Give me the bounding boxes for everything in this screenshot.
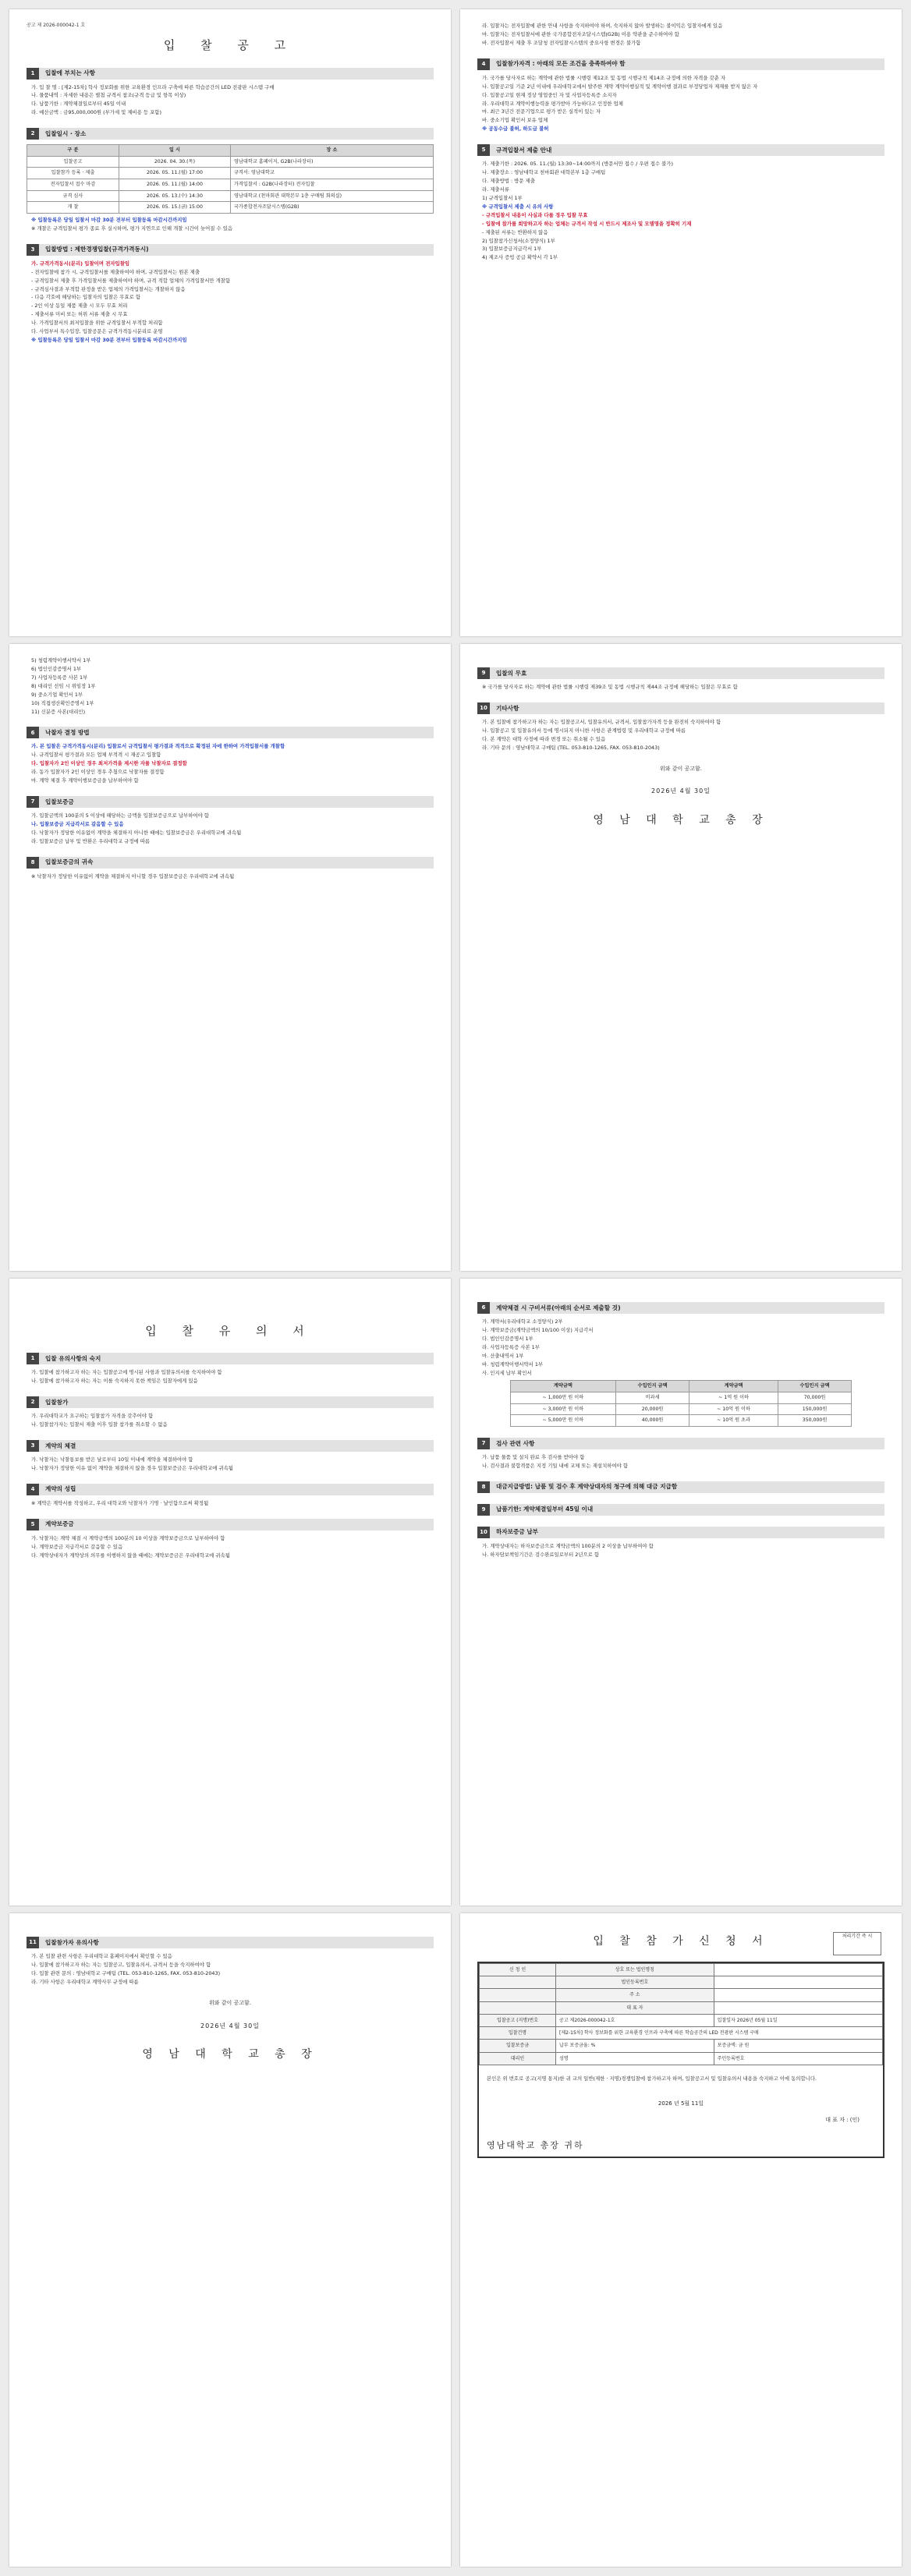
company-name-field[interactable] (714, 1963, 882, 1976)
line: - 규격심사결과 부적합 판정을 받은 업체의 가격입찰서는 개찰하지 않음 (31, 285, 186, 292)
note: ※ 입찰등록은 당일 입찰서 마감 30분 전부터 입찰등록 마감시간까지임 (31, 216, 187, 223)
section-header: 6 계약체결 시 구비서류(아래의 순서로 제출할 것) (477, 1302, 884, 1314)
section-header: 10 기타사항 (477, 702, 884, 714)
note: ※ 규격입찰서 제출 시 유의 사항 (482, 203, 554, 210)
line: 나. 계약보증금 지급각서로 갈음할 수 있음 (31, 1543, 123, 1550)
form-row: 입찰공고 (지명)번호 공고 제2026-000042-1호 입찰일자 2026년 05월 11일 (480, 2014, 883, 2026)
section-header: 1 입찰 유의사항의 숙지 (27, 1353, 434, 1364)
form-row: 입찰건명 [제2-15차] 학사 정보화를 위한 교육환경 인프라 구축에 따른 학습공간의 LED 전광판 시스템 구매 (480, 2027, 883, 2040)
section-header: 7 입찰보증금 (27, 796, 434, 808)
table-row: 입찰참가 등록 · 제출 2026. 05. 11.(월) 17:00 규격서: 영남대학교 (27, 168, 434, 179)
closing-text: 위와 같이 공고함. (659, 765, 702, 772)
signature: 영 남 대 학 교 총 장 (142, 2047, 318, 2061)
application-form (477, 1962, 884, 2158)
line: 마. 산출내역서 1부 (482, 1352, 524, 1359)
line: 가. 계약서(우리대학교 소정양식) 2부 (482, 1318, 563, 1325)
line: 나. 낙찰자가 정당한 이유 없이 계약을 체결하지 않을 경우 입찰보증금은 우리대학교에 귀속됨 (31, 1464, 233, 1471)
representative-field[interactable] (714, 2001, 882, 2014)
section-header: 5 계약보증금 (27, 1519, 434, 1530)
line: 다. 법인인감증명서 1부 (482, 1335, 533, 1342)
announcement-page-3 (9, 644, 451, 1271)
line: 다. 낙찰자가 정당한 이유없이 계약을 체결하지 아니한 때에는 입찰보증금은 우리대학교에 귀속됨 (31, 829, 242, 836)
form-date: 2026 년 5월 11일 (658, 2100, 704, 2107)
section-header: 4 입찰참가자격 : 아래의 모든 조건을 충족하여야 함 (477, 58, 884, 70)
announcement-page-2 (460, 9, 902, 636)
closing-text: 위와 같이 공고함. (208, 1999, 251, 2006)
line: 가. 입찰금액의 100분의 5 이상에 해당하는 금액을 입찰보증금으로 납부하여야 함 (31, 812, 209, 819)
line: - 2인 이상 동일 제품 제출 시 모두 무효 처리 (31, 303, 128, 310)
table-row: 전자입찰서 접수 마감 2026. 05. 11.(월) 14:00 가격입찰서 : G2B(나라장터) 전자입찰 (27, 179, 434, 191)
page-title: 입 찰 유 의 서 (145, 1324, 315, 1338)
line: 가. 입찰에 참가하고자 하는 자는 입찰공고에 명시된 사항과 입찰유의서를 숙지하여야 함 (31, 1369, 222, 1376)
line: 다. 입찰 관련 문의 : 영남대학교 구매팀 (TEL. 053-810-1265, FAX. 053-810-2043) (31, 1969, 221, 1976)
line: 다. 제출방법 : 방문 제출 (482, 178, 535, 185)
table-row: ~ 1,000만 원 이하 비과세 ~ 1억 원 이하 70,000원 (510, 1392, 851, 1404)
line: 6) 법인인감증명서 1부 (31, 665, 82, 672)
section-header: 3 입찰방법 : 제한경쟁입찰(규격가격동시) (27, 244, 434, 256)
line: - 전자입찰에 참가 시, 규격입찰서를 제출하여야 하며, 규격입찰서는 원본 제출 (31, 268, 200, 275)
line: 7) 사업자등록증 사본 1부 (31, 674, 88, 681)
line: 가. 입 찰 명 : [제2-15차] 학사 정보화를 위한 교육환경 인프라 구축에 따른 학습공간의 LED 전광판 시스템 구매 (31, 83, 275, 90)
stamp-tax-table: 계약금액 수입인지 금액 계약금액 수입인지 금액 ~ 1,000만 원 이하 비과세 ~ 1억 원 이하 70,000원 ~ 3,000만 원 이하 20,000원 ~ 10억 원 이하 150,000원 ~ 5,000만 원 이하 40,000원 ~ 10억 원 초과 350,000원 (510, 1380, 852, 1426)
line: 나. 입찰보증금 지급각서로 갈음할 수 있음 (31, 820, 124, 827)
line: 나. 입찰공고 및 입찰유의서 등에 명시되지 아니한 사항은 관계법령 및 우리대학교 규정에 따름 (482, 727, 686, 734)
line: 다. 본 계약은 대학 사정에 따라 변경 또는 취소될 수 있음 (482, 735, 606, 742)
line: 라. 사업자등록증 사본 1부 (482, 1343, 540, 1350)
section-header: 2 입찰참가 (27, 1396, 434, 1408)
section-header: 9 입찰의 무효 (477, 667, 884, 679)
form-signature: 대 표 자 : (인) (825, 2117, 860, 2124)
line: - 다음 각호에 해당하는 입찰자의 입찰은 무효로 함 (31, 294, 140, 301)
section-header: 6 낙찰자 결정 방법 (27, 727, 434, 738)
line: 가. 제출기한 : 2026. 05. 11.(월) 13:30~14:00까지 (방문서만 접수 / 우편 접수 불가) (482, 161, 673, 168)
line: 나. 입찰에 참가하고자 하는 자는 이를 숙지하지 못한 책임은 입찰자에게 있음 (31, 1378, 198, 1385)
notes-page-3 (9, 1913, 451, 2567)
line: 마. 최근 3년간 전문기업으로 평가 받은 실적이 있는 자 (482, 108, 601, 115)
line: 가. 규격가격동시(분리) 입찰이며 전자입찰임 (31, 260, 130, 267)
section-header: 4 계약의 성립 (27, 1484, 434, 1495)
line: ※ 계약은 계약서를 작성하고, 우리 대학교와 낙찰자가 기명 · 날인함으로써 확정됨 (31, 1499, 209, 1506)
agent-name-field[interactable]: 성명 (556, 2052, 714, 2065)
line: 가. 계약상대자는 하자보증금으로 계약금액의 100분의 2 이상을 납부하여야 함 (482, 1542, 654, 1549)
form-row: 대 표 자 (480, 2001, 883, 2014)
line: 다. 입찰공고일 현재 정상 영업중인 자 및 사업자등록증 소지자 (482, 91, 617, 98)
table-row: ~ 3,000만 원 이하 20,000원 ~ 10억 원 이하 150,000원 (510, 1403, 851, 1415)
table-row: 입찰공고 2026. 04. 30.(목) 영남대학교 홈페이지, G2B(나라장터) (27, 156, 434, 168)
line: 가. 낙찰자는 낙찰통보를 받은 날로부터 10일 이내에 계약을 체결하여야 함 (31, 1456, 193, 1463)
line: - 규격입찰서 제출 후 가격입찰서를 제출하여야 하며, 규격 적합 업체의 가격입찰서만 개찰함 (31, 277, 231, 284)
line: 사. 인지세 납부 확인서 (482, 1369, 532, 1376)
line: 가. 우리대학교가 요구하는 입찰참가 자격을 갖추어야 함 (31, 1413, 154, 1420)
line: 가. 본 입찰에 참가하고자 하는 자는 입찰공고서, 입찰유의서, 규격서, 입찰참가자격 등을 완전히 숙지하여야 함 (482, 718, 721, 725)
line: 라. 예산금액 : 금95,000,000원 (부가세 및 제비용 등 포함) (31, 109, 161, 116)
agent-id-field[interactable]: 주민등록번호 (714, 2052, 882, 2065)
section-header: 10 하자보증금 납부 (477, 1527, 884, 1538)
line: 4) 제조사 증빙 공급 확약서 각 1부 (482, 254, 558, 261)
line: 마. 입찰자는 전자입찰서에 관한 국가종합전자조달시스템(G2B) 이용 약관을 준수하여야 함 (482, 30, 679, 37)
line: 마. 계약 체결 후 계약이행보증금을 납부하여야 함 (31, 777, 139, 784)
line: 라. 기타 사항은 우리대학교 계약사무 규정에 따름 (31, 1978, 139, 1985)
signature: 영 남 대 학 교 총 장 (593, 813, 769, 826)
line: 가. 납품 물품 및 설치 완료 후 검사를 받아야 함 (482, 1453, 585, 1460)
line: 라. 입찰자는 전자입찰에 관한 안내 사항을 숙지하여야 하며, 숙지하지 않아 발생하는 불이익은 입찰자에게 있음 (482, 23, 723, 29)
addressee: 영남대학교 총장 귀하 (487, 2140, 584, 2150)
section-header: 7 검사 관련 사항 (477, 1438, 884, 1449)
section-header: 2 입찰일시 · 장소 (27, 128, 434, 140)
line: 다. 입찰자가 2인 이상인 경우 최저가격을 제시한 자를 낙찰자로 결정함 (31, 760, 187, 767)
line: 라. 입찰보증금 납부 및 반환은 우리대학교 규정에 따름 (31, 837, 151, 844)
notes-date: 2026년 4월 30일 (200, 2022, 260, 2029)
notes-page-2 (460, 1279, 902, 1905)
line: 나. 규격입찰서 평가결과 모든 업체 부적격 시 재공고 입찰함 (31, 752, 161, 759)
line: 가. 본 입찰 관련 사항은 우리대학교 홈페이지에서 확인할 수 있음 (31, 1953, 172, 1959)
processing-period-box: 처리기간 즉 시 (833, 1932, 881, 1955)
line: 라. 기타 문의 : 영남대학교 구매팀 (TEL. 053-810-1265, FAX. 053-810-2043) (482, 744, 660, 751)
line: ※ 낙찰자가 정당한 이유없이 계약을 체결하지 아니할 경우 입찰보증금은 우리대학교에 귀속됨 (31, 872, 235, 879)
line: 3) 입찰보증금지급각서 1부 (482, 246, 542, 253)
line: 다. 계약상대자가 계약상의 의무를 이행하지 않을 때에는 계약보증금은 우리대학교에 귀속됨 (31, 1552, 230, 1559)
form-row: 대리인 성명 주민등록번호 (480, 2052, 883, 2065)
line: 가. 국가를 당사자로 하는 계약에 관한 법률 시행령 제12조 및 동법 시행규칙 제14조 규정에 의한 자격을 갖춘 자 (482, 74, 726, 81)
section-header: 8 대금지급방법: 납품 및 검수 후 계약상대자의 청구에 의해 대금 지급함 (477, 1481, 884, 1493)
line: 나. 검사결과 불합격품은 지정 기일 내에 교체 또는 재설치하여야 함 (482, 1462, 628, 1469)
line: 나. 입찰참가자는 입찰서 제출 이후 입찰 참가를 취소할 수 없음 (31, 1421, 168, 1428)
note: ※ 공동수급 불허, 하도급 불허 (482, 126, 549, 133)
section-header: 1 입찰에 부치는 사항 (27, 68, 434, 80)
line: 나. 제출장소 : 영남대학교 천마회관 대학본부 1층 구매팀 (482, 169, 606, 176)
announcement-page-1 (9, 9, 451, 636)
line: 라. 동가 입찰자가 2인 이상인 경우 추첨으로 낙찰자를 결정함 (31, 769, 165, 776)
line: 10) 직접생산확인증명서 1부 (31, 699, 94, 706)
form-row: 주 소 (480, 1989, 883, 2001)
line: - 제출된 서류는 반환하지 않음 (482, 228, 548, 235)
corp-reg-field[interactable] (714, 1976, 882, 1988)
line: 바. 전자입찰서 제출 후 조달청 전자입찰시스템의 중요사항 변경은 불가함 (482, 39, 641, 46)
line: 나. 계약보증금(계약금액의 10/100 이상) 지급각서 (482, 1326, 594, 1333)
line: - 규격입찰서 내용이 사실과 다를 경우 입찰 무효 (482, 211, 588, 218)
section-header: 3 계약의 체결 (27, 1440, 434, 1452)
note: ※ 입찰등록은 당일 입찰서 마감 30분 전부터 입찰등록 마감시간까지임 (31, 337, 187, 344)
form-row: 신 청 인 상호 또는 법인명칭 (480, 1963, 883, 1976)
line: 5) 청렴계약이행서약서 1부 (31, 657, 91, 663)
form-row: 입찰보증금 납부 보증금율: % 보증금액: 금 원 (480, 2040, 883, 2052)
line: 가. 낙찰자는 계약 체결 시 계약금액의 100분의 10 이상을 계약보증금으로 납부하여야 함 (31, 1534, 225, 1541)
line: 바. 중소기업 확인서 보유 업체 (482, 117, 548, 124)
line: 다. 납품기한 : 계약체결일로부터 45일 이내 (31, 101, 126, 108)
application-form-page (460, 1913, 902, 2567)
table-row: 규격 심사 2026. 05. 13.(수) 14:30 영남대학교 (천마회관 대학본부 1층 구매팀 회의실) (27, 190, 434, 202)
line: 8) 대리인 선임 시 위임장 1부 (31, 682, 96, 689)
line: - 입찰에 참가를 희망하고자 하는 업체는 규격서 작성 시 반드시 제조사 및 모델명을 정확히 기재 (482, 220, 692, 227)
table-row: ~ 5,000만 원 이하 40,000원 ~ 10억 원 초과 350,000원 (510, 1415, 851, 1427)
line: ※ 국가를 당사자로 하는 계약에 관한 법률 시행령 제39조 및 동법 시행규칙 제44조 규정에 해당하는 입찰은 무효로 함 (482, 684, 738, 690)
address-field[interactable] (714, 1989, 882, 2001)
line: 가. 본 입찰은 규격가격동시(분리) 입찰로서 규격입찰서 평가결과 적격으로 확정된 자에 한하여 가격입찰서를 개찰함 (31, 743, 285, 750)
table-row: 개 찰 2026. 05. 15.(금) 15:00 국가종합전자조달시스템(G2B) (27, 202, 434, 214)
announcement-page-4 (460, 644, 902, 1271)
line: 9) 중소기업 확인서 1부 (31, 691, 83, 698)
form-body: 본인은 위 번호로 공고(지명 통지)한 귀 교의 일반(제한 · 지명)경쟁입찰에 참가하고자 하며, 입찰공고서 및 입찰유의서 내용을 숙지하고 이에 동의합니다. (487, 2075, 817, 2082)
line: - 제출서류 미비 또는 허위 서류 제출 시 무효 (31, 311, 128, 318)
line: 나. 입찰공고일 기준 2년 이내에 우리대학교에서 발주한 계약 계약이행실적 및 계약이행 결과로 부정당업자 제재를 받지 않은 자 (482, 83, 758, 90)
line: 바. 청렴계약이행서약서 1부 (482, 1361, 544, 1368)
page-title: 입 찰 공 고 (163, 38, 297, 53)
line: 2) 입찰참가신청서(소정양식) 1부 (482, 237, 555, 244)
doc-number: 공고 제 2026-000042-1 호 (27, 23, 86, 28)
section-header: 8 입찰보증금의 귀속 (27, 857, 434, 869)
line: 나. 하자담보책임기간은 검수완료일로부터 2년으로 함 (482, 1551, 600, 1558)
section-header: 9 납품기한: 계약체결일부터 45일 이내 (477, 1504, 884, 1516)
schedule-table: 구 분 일 시 장 소 입찰공고 2026. 04. 30.(목) 영남대학교 홈페이지, G2B(나라장터) 입찰참가 등록 · 제출 2026. 05. 11.(월) 17:00 규격서: 영남대학교 전자입찰서 접수 마감 2026. 05. 11.(월) 14:00 가격입찰서 : G2B(나라장터) 전자입찰 규격 심사 2026. 05. 13.(수) 14:30 영남대학교 (천마회관 대학본부 1층 구매팀 회의실) 개 찰 2026. 05. 15.(금) 15:00 국가종합전자조달시스템(G2B) (27, 144, 434, 214)
section-header: 5 규격입찰서 제출 안내 (477, 144, 884, 156)
form-title: 입 찰 참 가 신 청 서 (593, 1935, 769, 1948)
line: 나. 가격입찰서의 최저입찰을 위한 규격입찰서 부적합 처리함 (31, 320, 163, 327)
announcement-date: 2026년 4월 30일 (651, 787, 711, 795)
form-row: 법인등록번호 (480, 1976, 883, 1988)
line: 다. 사업부서 특수입장, 입찰공문은 규격가격동시분리로 운영 (31, 328, 163, 335)
note: ※ 개찰은 규격입찰서 평가 종료 후 실시하며, 평가 지연으로 인해 개찰 시간이 늦어질 수 있음 (31, 225, 233, 232)
notes-page-1 (9, 1279, 451, 1905)
line: 라. 우리대학교 계약이행능력을 평가받아 가능하다고 인정한 업체 (482, 100, 623, 107)
line: 11) 신분증 사본(대리인) (31, 708, 86, 715)
line: 나. 입찰에 참가하고자 하는 자는 입찰공고, 입찰유의서, 규격서 등을 숙지하여야 함 (31, 1961, 211, 1968)
line: 라. 제출서류 (482, 186, 509, 193)
line: 나. 물품내역 : 자세한 내용은 별첨 규격서 참조(규격 등급 및 항목 이상) (31, 92, 186, 99)
section-header: 11 입찰참가자 유의사항 (27, 1937, 434, 1948)
line: 1) 규격입찰서 1부 (482, 194, 523, 201)
